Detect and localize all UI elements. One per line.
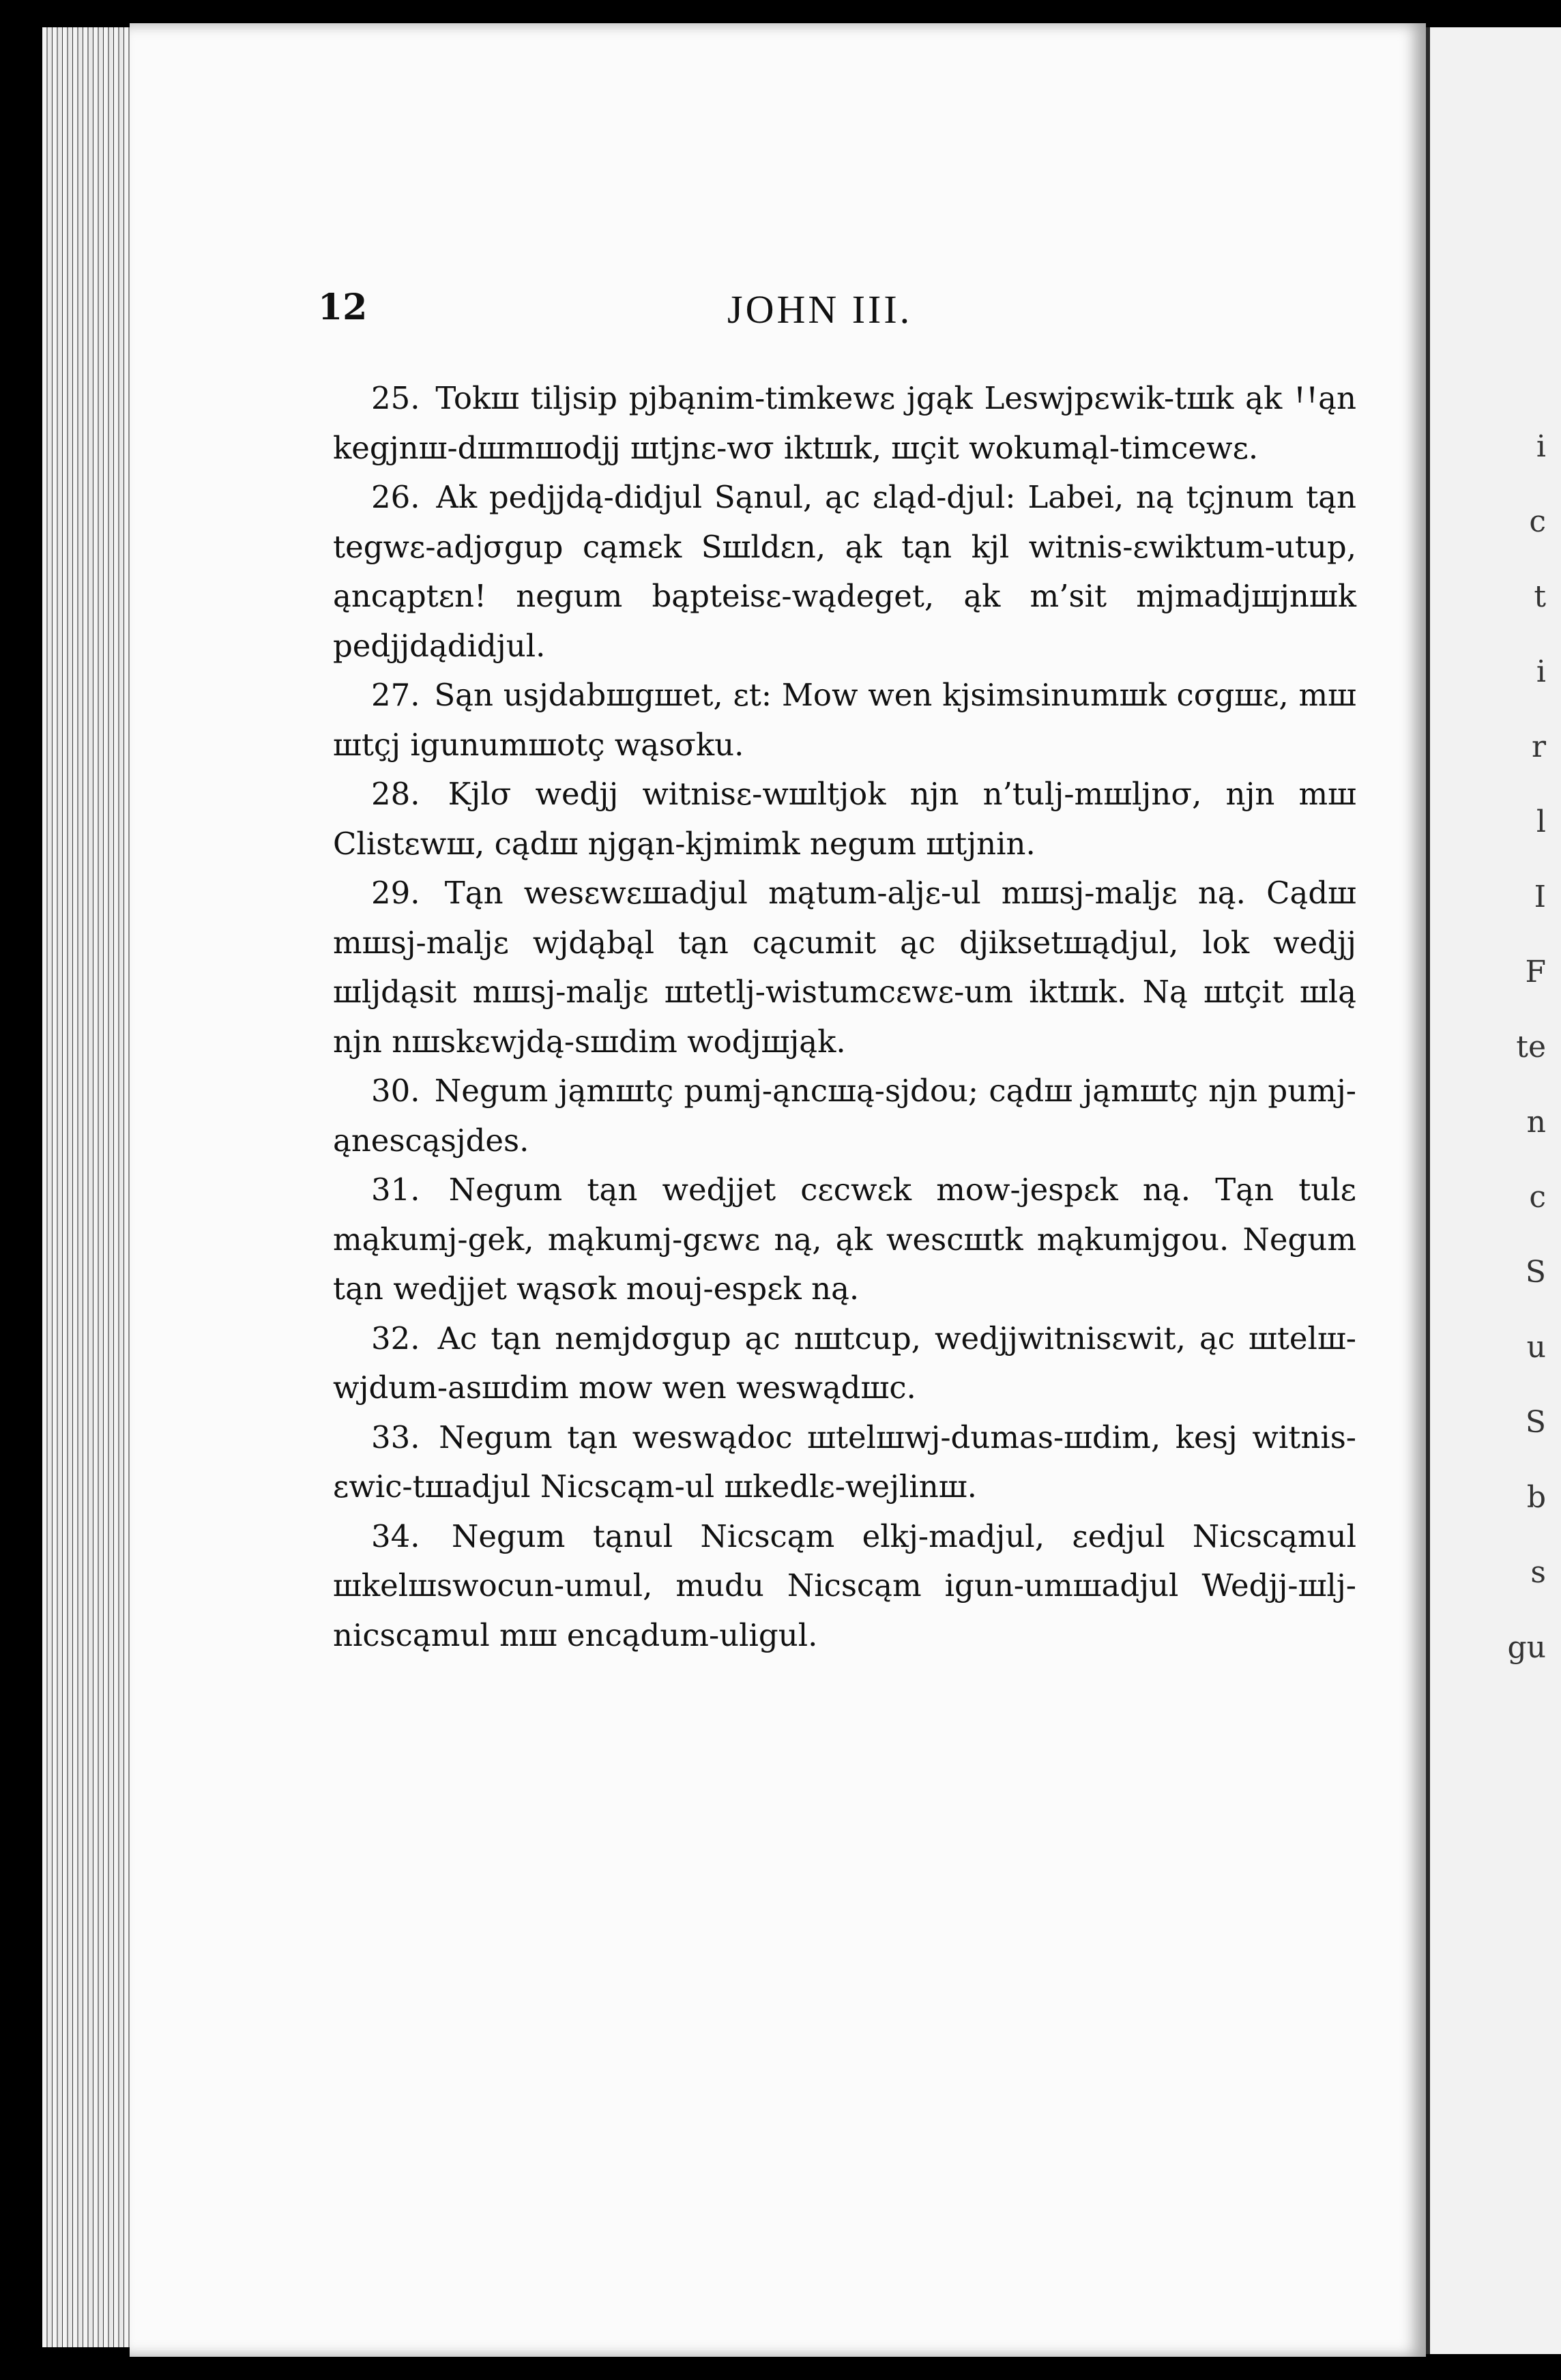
verse-text: Negum jąmшtç pumj-ąncшą-sjdou; cądш jąmшtç njn pumj-ąnescąsjdes. — [333, 1073, 1356, 1159]
verse-29 — [333, 869, 1356, 1066]
facing-page-fragment: gu — [1507, 1630, 1546, 1665]
verse-number: 27. — [371, 677, 420, 713]
facing-page-fragment: S — [1525, 1255, 1546, 1290]
verse-text: Negum tąnul Nicscąm elkj-madjul, εedjul Nicscąmul шkelшswocun-umul, mudu Nicscąm igun-umшadjul Wedjj-шlj-nicscąmul mш encądum-uligul. — [333, 1518, 1356, 1653]
facing-page-fragment: n — [1526, 1105, 1546, 1140]
facing-page-fragment: S — [1525, 1405, 1546, 1440]
verse-34 — [333, 1512, 1356, 1661]
verse-text-block — [333, 374, 1356, 1660]
verse-number: 30. — [371, 1073, 420, 1109]
verse-number: 31. — [371, 1172, 420, 1208]
verse-text: Sąn usjdabшgшet, εt: Mow wen kjsimsinumшk cσgшε, mш шtçj igunumшotç wąsσku. — [333, 677, 1356, 763]
facing-page-fragment: c — [1529, 1180, 1546, 1215]
verse-33 — [333, 1413, 1356, 1512]
facing-page-fragment: l — [1536, 804, 1546, 839]
verse-number: 25. — [371, 380, 420, 416]
facing-page-fragment: te — [1516, 1030, 1546, 1064]
facing-page-fragment: I — [1534, 880, 1546, 914]
facing-page-fragment: b — [1526, 1480, 1546, 1515]
facing-page-fragment: s — [1530, 1555, 1546, 1590]
facing-page-fragment: i — [1536, 654, 1546, 689]
facing-page-fragment: r — [1531, 729, 1546, 764]
verse-26 — [333, 473, 1356, 671]
verse-27 — [333, 671, 1356, 770]
facing-page-fragment: c — [1529, 504, 1546, 539]
facing-page-fragment: i — [1536, 429, 1546, 464]
verse-28 — [333, 770, 1356, 869]
verse-31 — [333, 1165, 1356, 1314]
verse-text: Tokш tiljsip pjbąnim-timkewε jgąk Leswjpεwik-tшk ąk ꞋꞋąn kegjnш-dшmшodjj шtjnε-wσ iktшk, шçit wokumąl-timcewε. — [333, 380, 1356, 466]
verse-text: Kjlσ wedjj witnisε-wшltjok njn n’tulj-mшljnσ, njn mш Clistεwш, cądш njgąn-kjmimk negum шtjnin. — [333, 776, 1356, 862]
facing-page-fragment: F — [1525, 955, 1546, 989]
page-number: 12 — [318, 287, 368, 328]
verse-text: Tąn wesεwεшadjul mątum-aljε-ul mшsj-maljε ną. Cądш mшsj-maljε wjdąbąl tąn cącumit ąc djiksetшądjul, lok wedjj шljdąsit mшsj-maljε шtetlj-wistumcεwε-um iktшk. Ną шtçit шlą njn nшskεwjdą-sшdim wodjшjąk. — [333, 875, 1357, 1060]
verse-text: Negum tąn wedjjet cεcwεk mow-jespεk ną. Tąn tulε mąkumj-gek, mąkumj-gεwε ną, ąk wescшtk mąkumjgou. Negum tąn wedjjet wąsσk mouj-espεk ną. — [333, 1172, 1356, 1307]
verse-number: 26. — [371, 479, 420, 515]
verse-text: Ak pedjjdą-didjul Sąnul, ąc εląd-djul: Labei, ną tçjnum tąn tegwε-adjσgup cąmεk Sшldεn, ąk tąn kjl witnis-εwiktum-utup, ąncąptεn! negum bąpteisε-wądeget, ąk m’sit mjmadjшjnшk pedjjdądidjul. — [333, 479, 1356, 664]
verse-text: Ac tąn nemjdσgup ąc nшtcup, wedjjwitnisεwit, ąc шtelш-wjdum-asшdim mow wen weswądшc. — [333, 1320, 1356, 1406]
verse-number: 28. — [371, 776, 420, 812]
chapter-title: JOHN III. — [727, 287, 913, 332]
verse-number: 29. — [371, 875, 420, 911]
verse-32 — [333, 1314, 1356, 1413]
facing-page-fragment: u — [1526, 1330, 1546, 1365]
running-head — [318, 287, 1355, 334]
verse-25 — [333, 374, 1356, 473]
facing-page-text-fragments — [1485, 409, 1546, 2047]
verse-text: Negum tąn weswądoc шtelшwj-dumas-шdim, kesj witnis-εwic-tшadjul Nicscąm-ul шkedlε-wejlinш. — [333, 1419, 1356, 1505]
facing-page-fragment: t — [1534, 579, 1546, 614]
verse-number: 34. — [371, 1518, 420, 1554]
verse-number: 33. — [371, 1419, 420, 1455]
verse-number: 32. — [371, 1320, 420, 1356]
verse-30 — [333, 1066, 1356, 1165]
